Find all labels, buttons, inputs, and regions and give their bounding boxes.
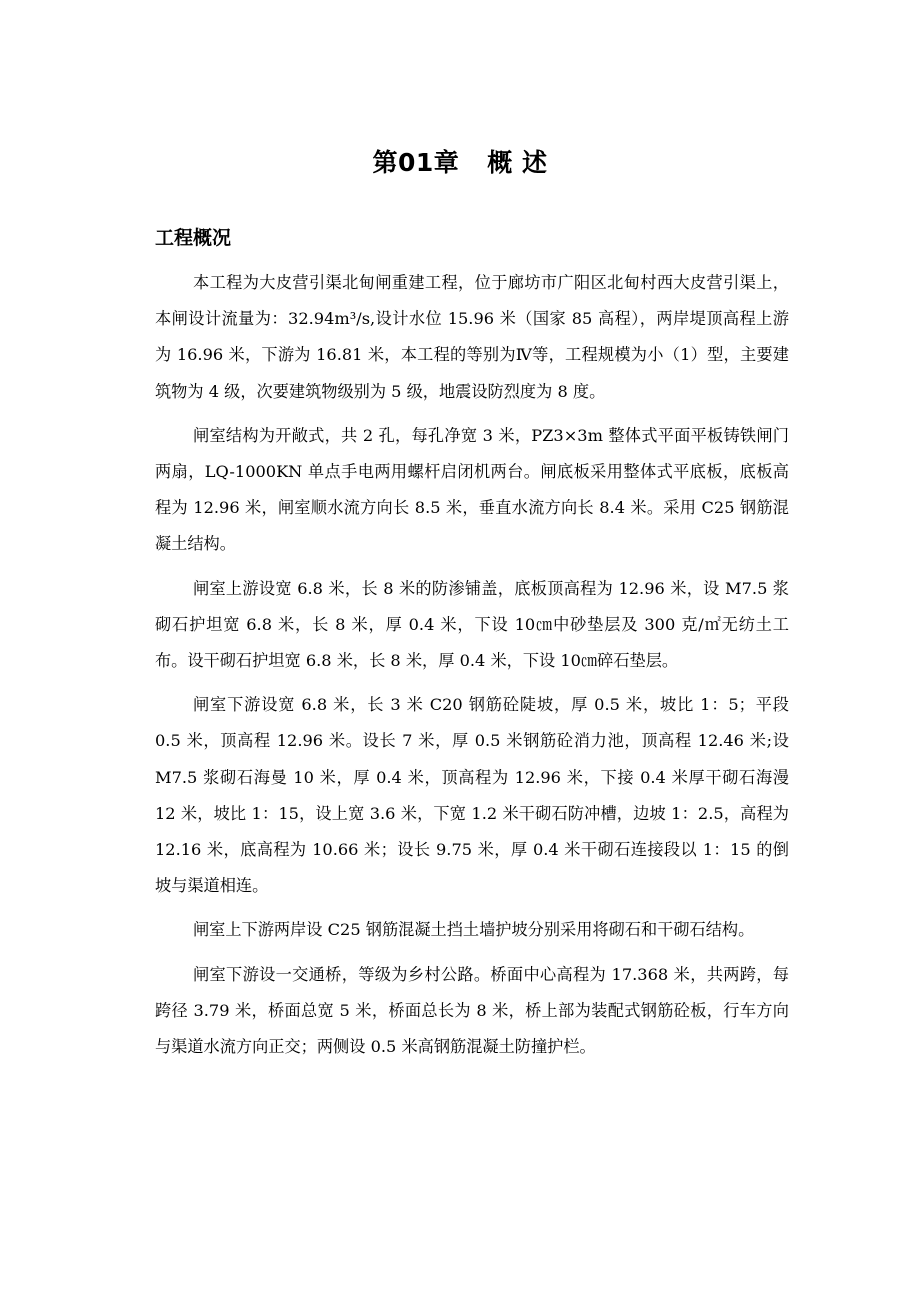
body-text — [155, 265, 789, 1069]
paragraph-sluice-chamber: 闸室结构为开敞式，共 2 孔，每孔净宽 3 米，PZ3×3m 整体式平面平板铸铁闸门两扇，LQ-1000KN 单点手电两用螺杆启闭机两台。闸底板采用整体式平底板，底板高程为 12.96 米，闸室顺水流方向长 8.5 米，垂直水流方向长 8.4 米。采用 C25 钢筋混凝土结构。 — [155, 425, 789, 554]
paragraph-bridge: 闸室下游设一交通桥，等级为乡村公路。桥面中心高程为 17.368 米，共两跨，每跨径 3.79 米，桥面总宽 5 米，桥面总长为 8 米，桥上部为装配式钢筋砼板，行车方向与渠道水流方向正交；两侧设 0.5 米高钢筋混凝土防撞护栏。 — [155, 964, 789, 1057]
chapter-title — [0, 143, 920, 183]
paragraph-upstream: 闸室上游设宽 6.8 米，长 8 米的防渗铺盖，底板顶高程为 12.96 米，设 M7.5 浆砌石护坦宽 6.8 米，长 8 米，厚 0.4 米，下设 10㎝中砂垫层及 300 克/㎡无纺土工布。设干砌石护坦宽 6.8 米，长 8 米，厚 0.4 米，下设 10㎝碎石垫层。 — [155, 578, 789, 671]
chapter-number: 第01章 — [372, 148, 460, 177]
section-title: 工程概况 — [155, 227, 232, 249]
paragraph-downstream: 闸室下游设宽 6.8 米，长 3 米 C20 钢筋砼陡坡，厚 0.5 米，坡比 1：5；平段 0.5 米，顶高程 12.96 米。设长 7 米，厚 0.5 米钢筋砼消力池，顶高程 12.46 米;设 M7.5 浆砌石海曼 10 米，厚 0.4 米，顶高程为 12.96 米，下接 0.4 米厚干砌石海漫 12 米，坡比 1：15，设上宽 3.6 米，下宽 1.2 米干砌石防冲槽，边坡 1：2.5，高程为 12.16 米，底高程为 10.66 米；设长 9.75 米，厚 0.4 米干砌石连接段以 1：15 的倒坡与渠道相连。 — [155, 695, 789, 896]
paragraph-retaining-walls: 闸室上下游两岸设 C25 钢筋混凝土挡土墙护坡分别采用将砌石和干砌石结构。 — [193, 920, 755, 940]
paragraph-overview: 本工程为大皮营引渠北甸闸重建工程，位于廊坊市广阳区北甸村西大皮营引渠上，本闸设计流量为：32.94m³/s,设计水位 15.96 米（国家 85 高程），两岸堤顶高程上游为 16.96 米，下游为 16.81 米，本工程的等别为Ⅳ等，工程规模为小（1）型，主要建筑物为 4 级，次要建筑物级别为 5 级，地震设防烈度为 8 度。 — [155, 273, 789, 401]
chapter-name: 概 述 — [487, 148, 548, 177]
